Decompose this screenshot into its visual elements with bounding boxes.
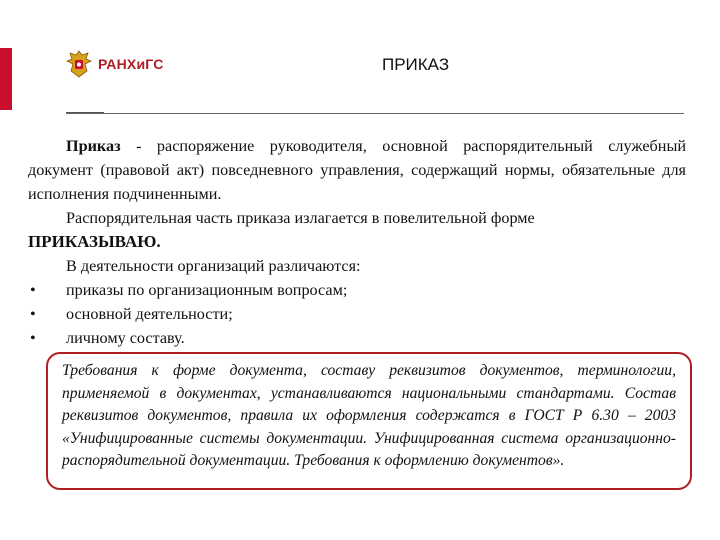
types-intro: В деятельности организаций различаются: <box>66 257 361 275</box>
definition-term: Приказ <box>66 137 121 155</box>
bullet-icon: • <box>30 281 36 299</box>
bullet-icon: • <box>30 329 36 347</box>
main-content <box>28 134 686 350</box>
accent-bar <box>0 48 12 110</box>
definition-paragraph <box>28 134 686 206</box>
header-divider <box>66 113 684 114</box>
eagle-emblem-icon <box>66 49 92 79</box>
standards-note-text: Требования к форме документа, составу реквизитов документов, терминологии, применяемой в документах, устанавливаются национальными стандартами. Состав реквизитов документов, правила их оформления содержатся в ГОСТ Р 6.30 – 2003 «Унифицированные системы документации. Унифицированная система организационно-распорядительной документации. Требования к оформлению документов». <box>62 362 676 469</box>
directive-paragraph: Распорядительная часть приказа излагается в повелительной форме <box>66 209 535 227</box>
logo-text: РАНХиГС <box>98 56 164 72</box>
list-item: • личному составу. <box>28 326 686 350</box>
bullet-icon: • <box>30 305 36 323</box>
page-title: ПРИКАЗ <box>382 55 450 74</box>
ranepa-logo <box>66 48 164 80</box>
standards-note-box <box>46 352 692 490</box>
list-item: • приказы по организационным вопросам; <box>28 278 686 302</box>
list-item: • основной деятельности; <box>28 302 686 326</box>
definition-text: - распоряжение руководителя, основной распорядительный служебный документ (правовой акт) повседневного управления, содержащий нормы, обязательные для исполнения подчиненными. <box>28 137 686 203</box>
types-list <box>28 278 686 350</box>
directive-keyword: ПРИКАЗЫВАЮ. <box>28 232 161 251</box>
